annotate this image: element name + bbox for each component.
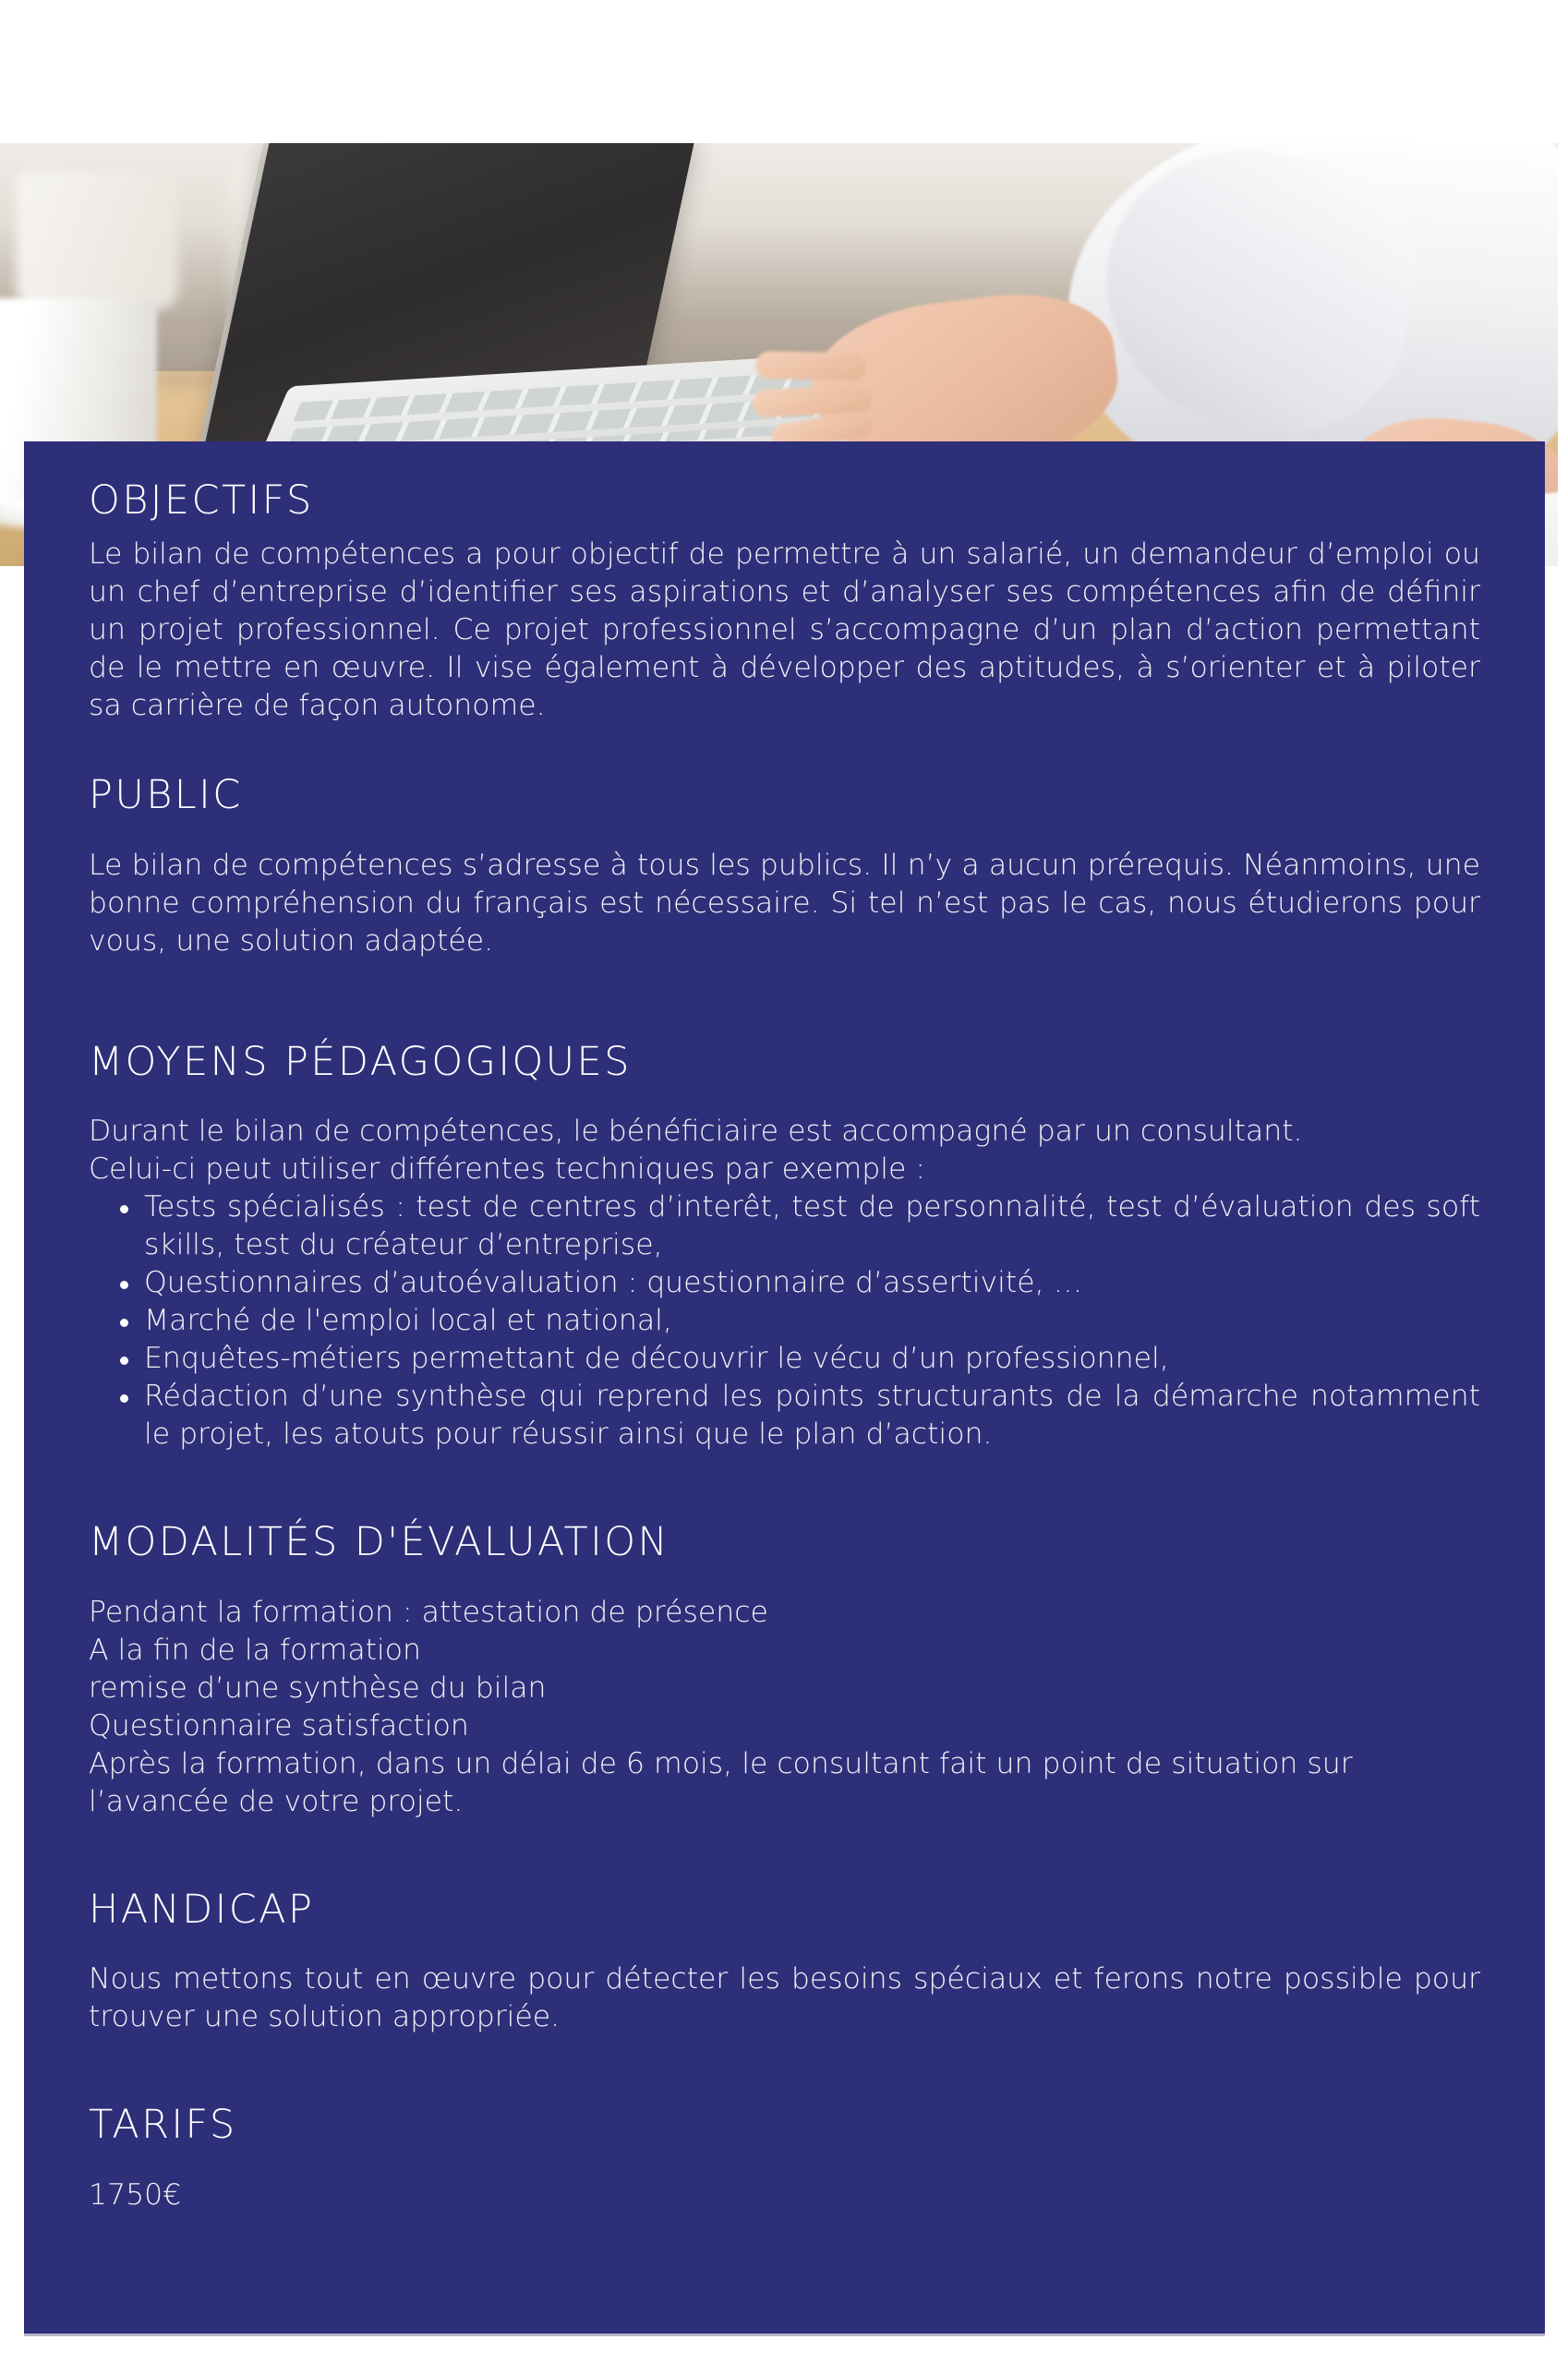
list-item: Rédaction d’une synthèse qui reprend les points structurants de la démarche notamment le projet, les atouts pour réussir ainsi que le plan d’action. — [144, 1378, 1480, 1453]
section-title-objectifs: OBJECTIFS — [89, 477, 314, 524]
section-title-moyens-pedagogiques: MOYENS PÉDAGOGIQUES — [89, 1038, 632, 1085]
panel-bottom-rule — [24, 2334, 1545, 2336]
modalites-line: A la fin de la formation — [89, 1633, 421, 1667]
list-item: Marché de l'emploi local et national, — [144, 1302, 1480, 1340]
photo-small-mug — [17, 171, 178, 309]
content-panel — [24, 441, 1545, 2334]
section-paragraph-objectifs: Le bilan de compétences a pour objectif de permettre à un salarié, un demandeur d’emploi ou un chef d’entreprise d’identifier ses aspirations et d’analyser ses compétences afin de définir un projet professionnel. Ce projet professionnel s’accompagne d’un plan d’action permettant de le mettre en œuvre. Il vise également à développer des aptitudes, à s’orienter et à piloter sa carrière de façon autonome. — [89, 537, 1480, 723]
list-item: Questionnaires d’autoévaluation : questionnaire d’assertivité, … — [144, 1264, 1480, 1302]
tarif-price: 1750€ — [89, 2177, 182, 2212]
section-paragraph-moyens-1: Durant le bilan de compétences, le bénéficiaire est accompagné par un consultant. — [89, 1115, 1303, 1149]
modalites-line: Après la formation, dans un délai de 6 mois, le consultant fait un point de situation sur l’avancée de votre projet. — [89, 1746, 1353, 1818]
section-paragraph-public: Le bilan de compétences s’adresse à tous les publics. Il n’y a aucun prérequis. Néanmoins, une bonne compréhension du français est nécessaire. Si tel n’est pas le cas, nous étudierons pour vous, une solution adaptée. — [89, 848, 1480, 958]
modalites-line: Questionnaire satisfaction — [89, 1708, 469, 1743]
section-title-handicap: HANDICAP — [89, 1886, 315, 1933]
modalites-line: remise d’une synthèse du bilan — [89, 1670, 547, 1705]
list-item: Enquêtes-métiers permettant de découvrir le vécu d’un professionnel, — [144, 1340, 1480, 1378]
section-paragraph-moyens-2: Celui-ci peut utiliser différentes techniques par exemple : — [89, 1152, 925, 1187]
moyens-bullet-list — [89, 1188, 1480, 1453]
list-item: Tests spécialisés : test de centres d’interêt, test de personnalité, test d’évaluation des soft skills, test du créateur d’entreprise, — [144, 1188, 1480, 1264]
photo-finger — [755, 351, 867, 380]
section-title-public: PUBLIC — [89, 772, 243, 819]
modalites-line: Pendant la formation : attestation de présence — [89, 1595, 768, 1629]
section-title-tarifs: TARIFS — [89, 2102, 237, 2149]
section-title-modalites-evaluation: MODALITÉS D'ÉVALUATION — [89, 1519, 670, 1566]
section-paragraph-handicap: Nous mettons tout en œuvre pour détecter les besoins spéciaux et ferons notre possible pour trouver une solution appropriée. — [89, 1962, 1480, 2034]
